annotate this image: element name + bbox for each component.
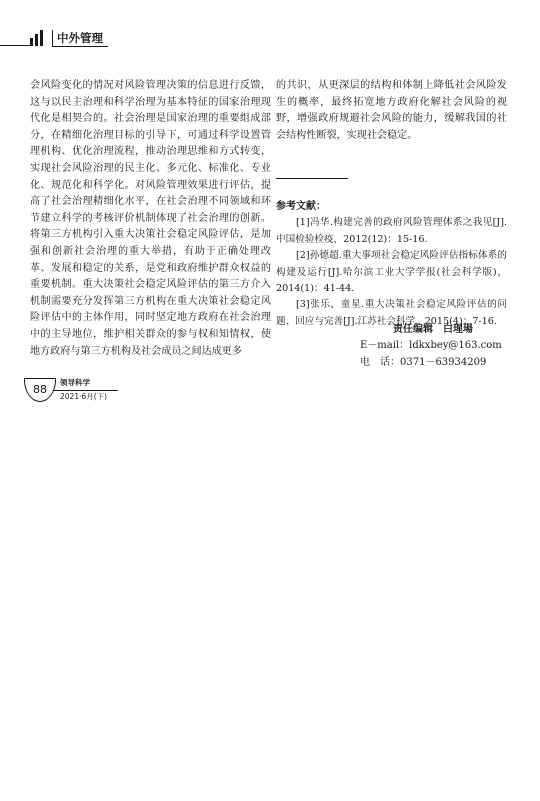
right-column-text: 的共识，从更深层的结构和体制上降低社会风险发生的概率，最终拓宽地方政府化解社会风险的视野，增强政府规避社会风险的能力，缓解我国的社会结构性断裂，实现社会稳定。	[276, 80, 507, 141]
right-column	[276, 78, 507, 144]
footer-issue: 2021·6月(下)	[60, 392, 108, 401]
section-title: 中外管理	[52, 30, 103, 46]
reference-item: [3]张乐，童星.重大决策社会稳定风险评估的问题、回应与完善[J].江苏社会科学，2015(4)：7-16.	[276, 299, 507, 327]
editor-email: E－mail：ldkxbey@163.com	[360, 340, 502, 352]
references	[276, 199, 507, 330]
page-number: 88	[24, 378, 56, 402]
section-title-underline	[52, 46, 108, 47]
footer-journal: 领导科学	[60, 378, 90, 387]
reference-item: [2]孙德超.重大事项社会稳定风险评估指标体系的构建及运行[J].哈尔滨工业大学学报(社会科学版)，2014(1)：41-44.	[276, 250, 507, 295]
editor-info	[276, 322, 507, 371]
editor-phone: 电 话：0371－63934209	[360, 356, 487, 368]
left-column-text: 会风险变化的情况对风险管理决策的信息进行反馈，这与以民主治理和科学治理为基本特征的国家治理现代化是相契合的。社会治理是国家治理的重要组成部分，在精细化治理目标的引导下，可通过科学设置管理机构、优化治理流程，推动治理思维和方式转变，实现社会风险治理的民主化、多元化、标准化、专业化、规范化和科学化。对风险管理效果进行评估，提高了社会治理精细化水平，在社会治理不同领域和环节建立科学的考核评价机制体现了社会治理的创新。将第三方机构引入重大决策社会稳定风险评估，是加强和创新社会治理的重大举措，有助于正确处理改革、发展和稳定的关系，是党和政府维护群众权益的重要机制。重大决策社会稳定风险评估的第三方介入机制需要充分发挥第三方机构在重大决策社会稳定风险评估中的主体作用，同时坚定地方政府在社会治理中的主导地位，维护相关群众的参与权和知情权，使地方政府与第三方机构及社会成员之间达成更多	[30, 80, 271, 357]
bar-chart-logo-icon	[30, 30, 48, 46]
references-divider	[276, 178, 348, 179]
reference-item: [1]冯华.构建完善的政府风险管理体系之我见[J].中国检验检疫，2012(12)：15-16.	[276, 217, 507, 245]
left-column	[30, 78, 271, 360]
editor-name: 责任编辑 白瑆瑒	[393, 324, 473, 335]
header-rule	[0, 45, 32, 46]
references-title: 参考文献：	[276, 201, 326, 212]
